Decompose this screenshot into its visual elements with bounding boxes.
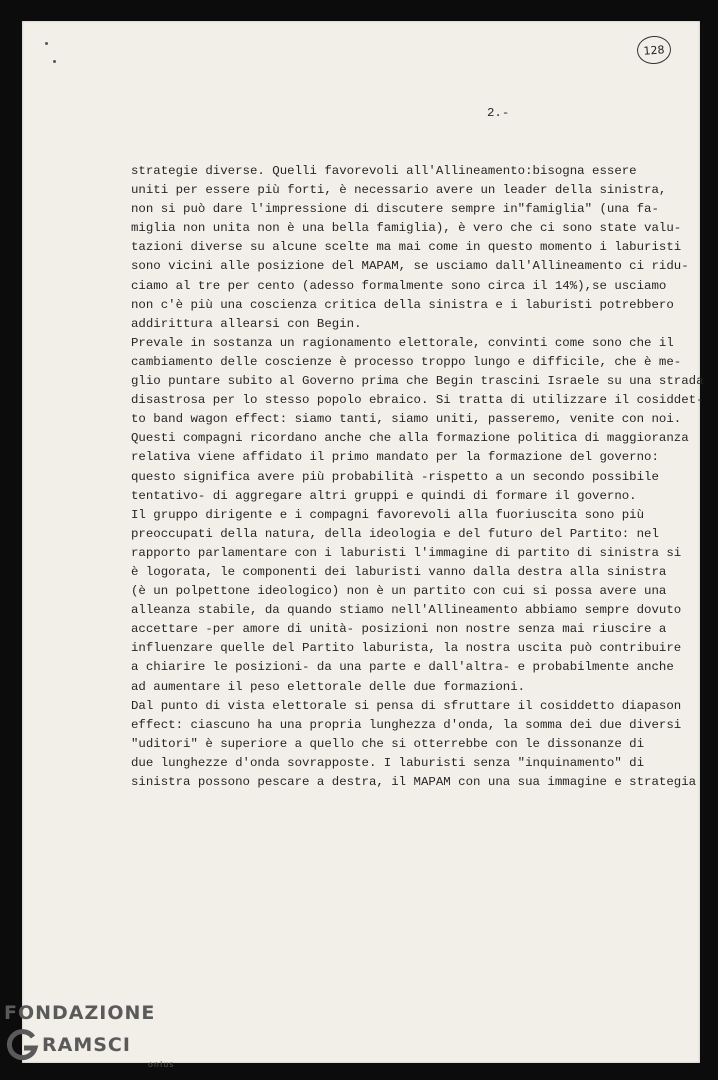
text-line: influenzare quelle del Partito laburista, la nostra uscita può contribuire [131, 641, 682, 656]
watermark-line-2: RAMSCI [42, 1034, 131, 1056]
text-line: non si può dare l'impressione di discutere sempre in"famiglia" (una fa- [131, 202, 659, 217]
fondazione-gramsci-watermark [4, 1002, 174, 1069]
text-line: preoccupati della natura, della ideologia e del futuro del Partito: nel [131, 526, 659, 541]
watermark-line-1: FONDAZIONE [4, 1002, 156, 1024]
watermark-sub: onlus [148, 1060, 175, 1069]
text-line: Questi compagni ricordano anche che alla formazione politica di maggioranza [131, 431, 689, 446]
text-line: rapporto parlamentare con i laburisti l'immagine di partito di sinistra si [131, 545, 682, 560]
text-line: strategie diverse. Quelli favorevoli all'Allineamento:bisogna essere [131, 164, 637, 178]
text-line: alleanza stabile, da quando stiamo nell'Allineamento abbiamo sempre dovuto [131, 603, 682, 618]
text-line: (è un polpettone ideologico) non è un partito con cui si possa avere una [131, 584, 667, 599]
text-line: Dal punto di vista elettorale si pensa di sfruttare il cosiddetto diapason [131, 698, 682, 713]
text-line: tentativo- di aggregare altri gruppi e quindi di formare il governo. [131, 488, 637, 503]
text-line: tazioni diverse su alcune scelte ma mai come in questo momento i laburisti [131, 240, 682, 255]
text-line: miglia non unita non è una bella famiglia), è vero che ci sono state valu- [131, 221, 682, 236]
text-line: ciamo al tre per cento (adesso formalmente sono circa il 14%),se usciamo [131, 278, 667, 293]
text-line: effect: ciascuno ha una propria lunghezza d'onda, la somma dei due diversi [131, 717, 682, 732]
paper-speck [53, 60, 56, 63]
text-line: disastrosa per lo stesso popolo ebraico. Si tratta di utilizzare il cosiddet- [131, 393, 704, 408]
text-line: non c'è più una coscienza critica della sinistra e i laburisti potrebbero [131, 297, 674, 312]
gramsci-g-logo-icon [6, 1028, 40, 1062]
text-line: to band wagon effect: siamo tanti, siamo uniti, passeremo, venite con noi. [131, 412, 682, 427]
text-line: Il gruppo dirigente e i compagni favorevoli alla fuoriuscita sono più [131, 507, 645, 522]
text-line: sinistra possono pescare a destra, il MAPAM con una sua immagine e strategia [131, 775, 697, 789]
document-body [131, 162, 704, 792]
page-number: 2.- [487, 106, 510, 120]
text-line: Prevale in sostanza un ragionamento elettorale, convinti come sono che il [131, 335, 674, 350]
text-line: ad aumentare il peso elettorale delle due formazioni. [131, 679, 526, 694]
text-line: "uditori" è superiore a quello che si otterrebbe con le dissonanze di [131, 736, 645, 751]
text-line: a chiarire le posizioni- da una parte e dall'altra- e probabilmente anche [131, 660, 674, 675]
text-line: questo significa avere più probabilità -rispetto a un secondo possibile [131, 469, 659, 484]
watermark-line-2-row [36, 1028, 174, 1062]
text-line: sono vicini alle posizione del MAPAM, se usciamo dall'Allineamento ci ridu- [131, 259, 689, 274]
text-line: due lunghezze d'onda sovrapposte. I laburisti senza "inquinamento" di [131, 755, 645, 770]
text-line: uniti per essere più forti, è necessario avere un leader della sinistra, [131, 183, 667, 198]
text-line: relativa viene affidato il primo mandato per la formazione del governo: [131, 450, 659, 465]
paper-speck [45, 42, 48, 45]
text-line: addirittura allearsi con Begin. [131, 316, 362, 331]
text-line: accettare -per amore di unità- posizioni non nostre senza mai riuscire a [131, 622, 667, 637]
archive-stamp: 128 [636, 35, 672, 65]
text-line: glio puntare subito al Governo prima che Begin trascini Israele su una strada [131, 374, 704, 389]
text-line: è logorata, le componenti dei laburisti vanno dalla destra alla sinistra [131, 564, 667, 579]
text-line: cambiamento delle coscienze è processo troppo lungo e difficile, che è me- [131, 354, 682, 369]
